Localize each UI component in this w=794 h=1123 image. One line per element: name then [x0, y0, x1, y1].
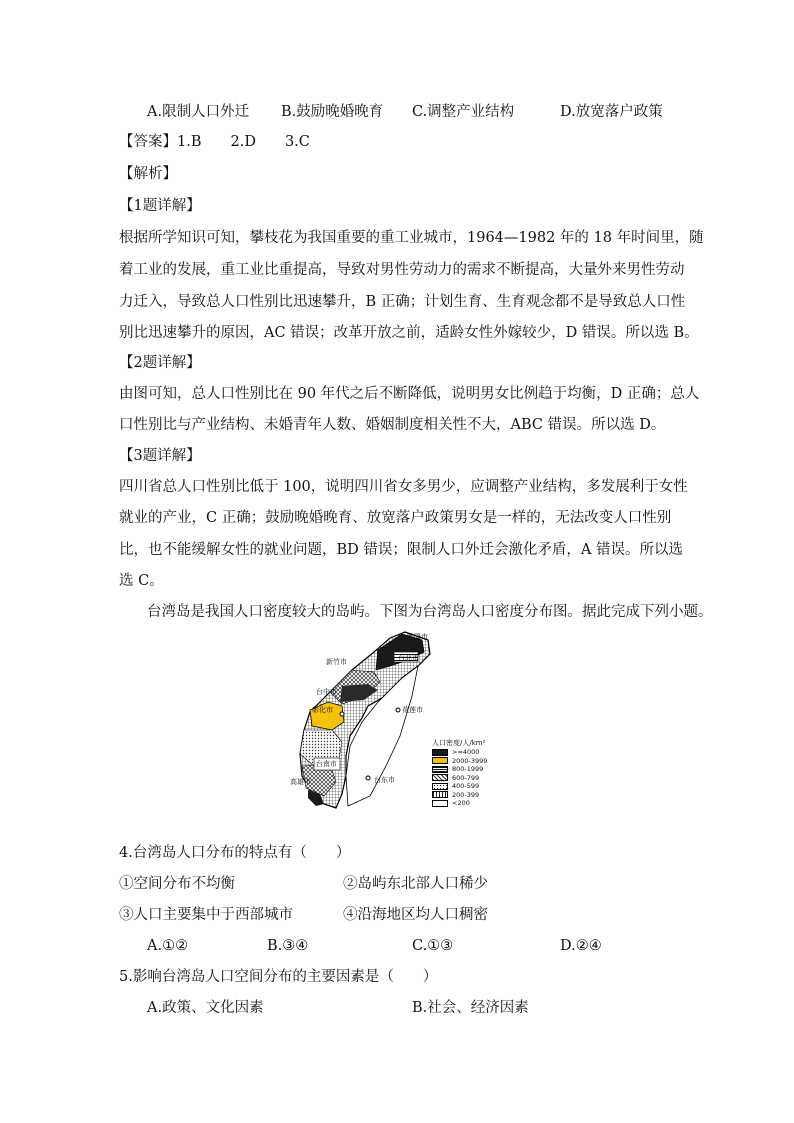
q3-heading: 【3题详解】 [119, 448, 201, 464]
legend-label: 800-1999 [452, 765, 484, 774]
legend-swatch [432, 800, 448, 807]
q4-item: ①空间分布不均衡 [119, 876, 235, 892]
legend-title: 人口密度/人/km² [432, 739, 486, 747]
q5-option: A.政策、文化因素 [147, 1000, 264, 1016]
legend-label: 200-399 [452, 790, 480, 799]
q5-option: B.社会、经济因素 [412, 1000, 529, 1016]
q4-option: B.③④ [267, 938, 309, 954]
legend-item [432, 774, 512, 783]
q1-line: 别比迅速攀升的原因，AC 错误；改革开放之前，适龄女性外嫁较少，D 错误。所以选 B。 [119, 325, 699, 341]
q4-option: D.②④ [560, 938, 602, 954]
passage-intro: 台湾岛是我国人口密度较大的岛屿。下图为台湾岛人口密度分布图。据此完成下列小题。 [147, 604, 713, 620]
q4-item: ④沿海地区均人口稠密 [343, 907, 488, 923]
q3-line: 四川省总人口性别比低于 100，说明四川省女多男少，应调整产业结构，多发展利于女性 [119, 479, 688, 495]
q4-option: A.①② [147, 938, 189, 954]
city-label: 台北市 [398, 654, 419, 662]
q2-line: 由图可知，总人口性别比在 90 年代之后不断降低，说明男女比例趋于均衡，D 正确；总人 [119, 386, 700, 402]
q4-item: ②岛屿东北部人口稀少 [343, 876, 488, 892]
answer-line: 【答案】1.B 2.D 3.C [119, 134, 310, 150]
q4-item: ③人口主要集中于西部城市 [119, 907, 293, 923]
option-d: D.放宽落户政策 [560, 104, 663, 120]
q2-heading: 【2题详解】 [119, 355, 201, 371]
q4-stem: 4.台湾岛人口分布的特点有（ ） [119, 845, 351, 861]
q2-line: 口性别比与产业结构、未婚青年人数、婚姻制度相关性不大，ABC 错误。所以选 D。 [119, 417, 666, 433]
q1-line: 根据所学知识可知，攀枝花为我国重要的重工业城市，1964—1982 年的 18 年时间里，随 [119, 230, 704, 246]
legend-swatch [432, 757, 448, 764]
legend-item [432, 748, 512, 757]
q3-line: 选 C。 [119, 573, 164, 589]
q3-line: 就业的产业，C 正确；鼓励晚婚晚育、放宽落户政策男女是一样的，无法改变人口性别 [119, 510, 672, 526]
city-label: 新竹市 [326, 658, 347, 666]
q1-line: 着工业的发展，重工业比重提高，导致对男性劳动力的需求不断提高，大量外来男性劳动 [119, 262, 685, 278]
analysis-heading: 【解析】 [119, 166, 177, 182]
legend-swatch [432, 749, 448, 756]
legend-swatch [432, 783, 448, 790]
option-b: B.鼓励晚婚晚育 [281, 104, 384, 120]
option-a: A.限制人口外迁 [147, 104, 250, 120]
legend-item [432, 799, 512, 808]
legend-swatch [432, 766, 448, 773]
legend-item [432, 782, 512, 791]
legend-label: 600-799 [452, 773, 480, 782]
city-label: 台南市 [316, 760, 337, 768]
city-label: 台中市 [316, 688, 337, 696]
legend-swatch [432, 774, 448, 781]
city-label: 花莲市 [402, 706, 423, 714]
map-legend [432, 739, 512, 808]
city-label: 基隆市 [407, 633, 428, 641]
city-label: 台东市 [374, 776, 395, 784]
q5-stem: 5.影响台湾岛人口空间分布的主要因素是（ ） [119, 969, 438, 985]
city-label: 高雄市 [290, 778, 311, 786]
q1-line: 力迁入，导致总人口性别比迅速攀升，B 正确；计划生育、生育观念都不是导致总人口性 [119, 294, 686, 310]
option-c: C.调整产业结构 [412, 104, 515, 120]
q4-option: C.①③ [412, 938, 454, 954]
legend-label: >=4000 [452, 748, 480, 757]
legend-label: 2000-3999 [452, 756, 488, 765]
city-label: 彰化市 [312, 706, 333, 714]
legend-item [432, 757, 512, 766]
legend-label: <200 [452, 799, 470, 808]
legend-item [432, 791, 512, 800]
legend-label: 400-599 [452, 782, 480, 791]
q3-line: 比，也不能缓解女性的就业问题，BD 错误；限制人口外迁会激化矛盾，A 错误。所以选 [119, 542, 683, 558]
legend-swatch [432, 791, 448, 798]
legend-item [432, 765, 512, 774]
q1-heading: 【1题详解】 [119, 198, 201, 214]
